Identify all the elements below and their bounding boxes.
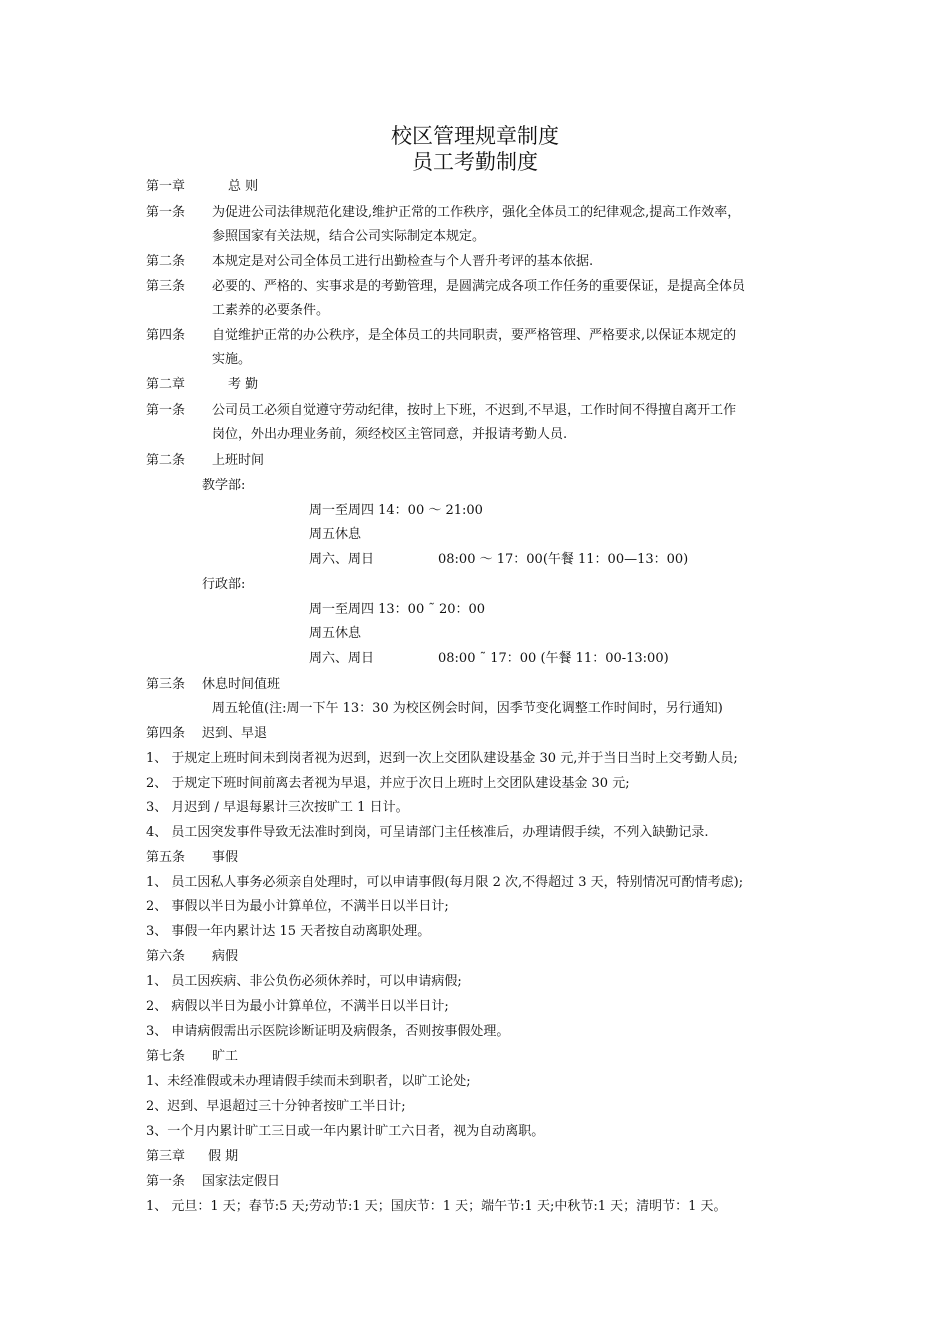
list-item: 3、 事假一年内累计达 15 天者按自动离职处理。 <box>146 924 431 939</box>
list-item: 4、 员工因突发事件导致无法准时到岗，可呈请部门主任核准后，办理请假手续，不列入缺勤记录. <box>146 825 709 840</box>
article-title: 病假 <box>212 949 239 964</box>
article-title: 上班时间 <box>212 453 265 468</box>
article-label: 第四条 <box>146 726 186 741</box>
schedule-line: 周五休息 <box>309 527 362 542</box>
article-label: 第二条 <box>146 453 186 468</box>
article-label: 第二条 <box>146 254 186 269</box>
schedule-time: 08:00 ～ 17：00(午餐 11：00—13：00) <box>438 552 689 567</box>
list-item: 1、 员工因私人事务必须亲自处理时，可以申请事假(每月限 2 次,不得超过 3 天，特别情况可酌情考虑); <box>146 875 744 890</box>
chapter-3-label: 第三章 <box>146 1149 186 1164</box>
article-label: 第五条 <box>146 850 186 865</box>
article-label: 第六条 <box>146 949 186 964</box>
article-title: 事假 <box>212 850 239 865</box>
article-text: 本规定是对公司全体员工进行出勤检查与个人晋升考评的基本依据. <box>212 254 594 269</box>
doc-title: 校区管理规章制度 <box>391 124 559 148</box>
list-item: 3、 申请病假需出示医院诊断证明及病假条，否则按事假处理。 <box>146 1024 510 1039</box>
list-item: 1、 于规定上班时间未到岗者视为迟到，迟到一次上交团队建设基金 30 元,并于当日当时上交考勤人员; <box>146 751 738 766</box>
list-item: 3、 月迟到 / 早退每累计三次按旷工 1 日计。 <box>146 800 409 815</box>
schedule-line: 周五休息 <box>309 626 362 641</box>
list-item: 1、 员工因疾病、非公负伤必须休养时，可以申请病假; <box>146 974 462 989</box>
article-text: 参照国家有关法规，结合公司实际制定本规定。 <box>212 229 486 244</box>
article-text: 岗位，外出办理业务前，须经校区主管同意，并报请考勤人员. <box>212 427 568 442</box>
department-label: 教学部: <box>202 478 246 493</box>
article-text: 周五轮值(注:周一下午 13：30 为校区例会时间，因季节变化调整工作时间时，另行通知) <box>212 701 723 716</box>
schedule-time: 08:00 ˜ 17：00 (午餐 11：00-13:00) <box>438 651 669 666</box>
article-text: 实施。 <box>212 352 252 367</box>
article-text: 工素养的必要条件。 <box>212 303 330 318</box>
article-text: 必要的、严格的、实事求是的考勤管理，是圆满完成各项工作任务的重要保证，是提高全体员 <box>212 279 746 294</box>
chapter-2-label: 第二章 <box>146 377 186 392</box>
chapter-2-title: 考 勤 <box>228 377 259 392</box>
article-title: 迟到、早退 <box>202 726 268 741</box>
article-label: 第一条 <box>146 205 186 220</box>
article-text: 公司员工必须自觉遵守劳动纪律，按时上下班，不迟到,不早退，工作时间不得擅自离开工作 <box>212 403 737 418</box>
schedule-days: 周六、周日 <box>309 651 375 666</box>
list-item: 1、未经准假或未办理请假手续而未到职者，以旷工论处; <box>146 1074 471 1089</box>
doc-subtitle: 员工考勤制度 <box>412 150 538 174</box>
list-item: 2、 事假以半日为最小计算单位，不满半日以半日计; <box>146 899 449 914</box>
schedule-line: 周一至周四 13：00 ˜ 20：00 <box>309 602 486 617</box>
chapter-3-title: 假 期 <box>208 1149 239 1164</box>
article-label: 第四条 <box>146 328 186 343</box>
list-item: 3、一个月内累计旷工三日或一年内累计旷工六日者，视为自动离职。 <box>146 1124 545 1139</box>
schedule-days: 周六、周日 <box>309 552 375 567</box>
article-title: 旷工 <box>212 1049 239 1064</box>
department-label: 行政部: <box>202 577 246 592</box>
list-item: 2、 病假以半日为最小计算单位，不满半日以半日计; <box>146 999 449 1014</box>
list-item: 2、迟到、早退超过三十分钟者按旷工半日计; <box>146 1099 406 1114</box>
article-text: 为促进公司法律规范化建设,维护正常的工作秩序，强化全体员工的纪律观念,提高工作效率， <box>212 205 741 220</box>
article-text: 自觉维护正常的办公秩序，是全体员工的共同职责，要严格管理、严格要求,以保证本规定的 <box>212 328 737 343</box>
schedule-line: 周一至周四 14：00 ～ 21:00 <box>309 503 483 518</box>
chapter-1-title: 总 则 <box>228 179 259 194</box>
list-item: 1、 元旦：1 天；春节:5 天;劳动节:1 天；国庆节：1 天；端午节:1 天;中秋节:1 天；清明节：1 天。 <box>146 1199 727 1214</box>
article-title: 国家法定假日 <box>202 1174 281 1189</box>
article-label: 第三条 <box>146 279 186 294</box>
article-label: 第一条 <box>146 403 186 418</box>
list-item: 2、 于规定下班时间前离去者视为早退，并应于次日上班时上交团队建设基金 30 元; <box>146 776 630 791</box>
article-label: 第七条 <box>146 1049 186 1064</box>
article-title: 休息时间值班 <box>202 677 281 692</box>
chapter-1-label: 第一章 <box>146 179 186 194</box>
article-label: 第三条 <box>146 677 186 692</box>
article-label: 第一条 <box>146 1174 186 1189</box>
